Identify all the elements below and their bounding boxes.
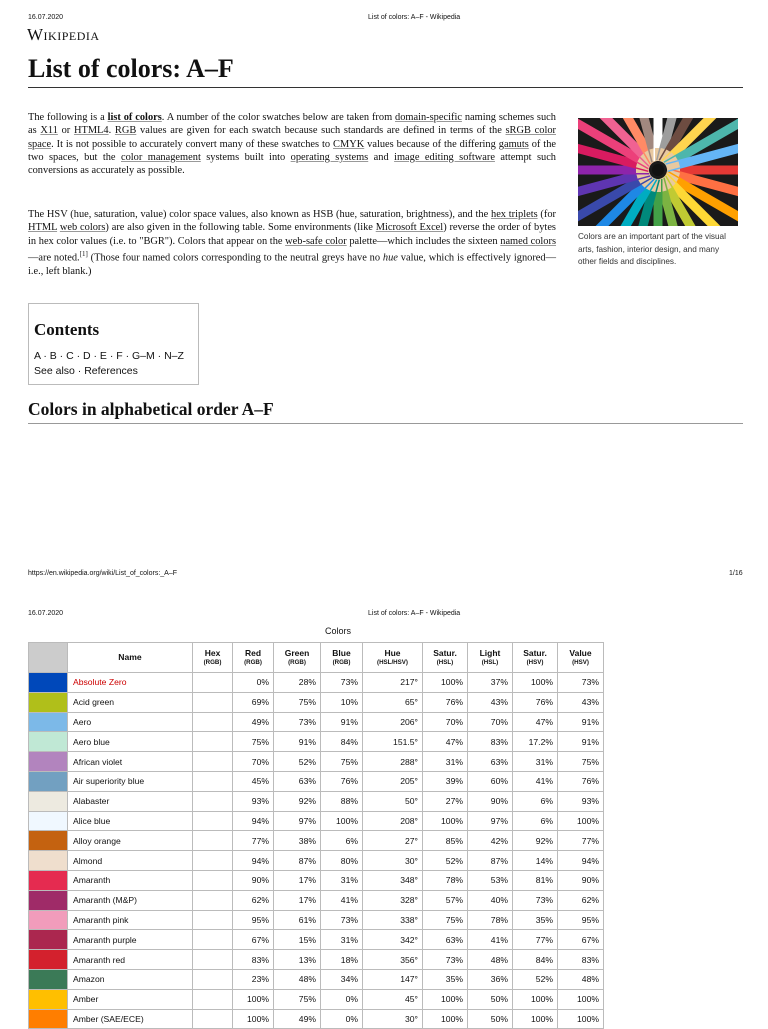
cell-green: 49% (274, 1009, 321, 1029)
toc-other-links[interactable]: See also · References (34, 365, 138, 377)
header-light: Light (HSL) (468, 643, 513, 673)
color-swatch (29, 692, 68, 712)
cell-sat-hsl: 39% (423, 771, 468, 791)
header-swatch (29, 643, 68, 673)
cell-light: 41% (468, 930, 513, 950)
colored-pencils-image[interactable] (578, 118, 738, 226)
cell-hue: 206° (363, 712, 423, 732)
cell-sat-hsv: 35% (513, 910, 558, 930)
cell-red: 93% (233, 791, 274, 811)
color-swatch (29, 950, 68, 970)
cell-light: 50% (468, 989, 513, 1009)
cell-sat-hsl: 100% (423, 673, 468, 693)
cell-hue: 30° (363, 851, 423, 871)
cell-hue: 356° (363, 950, 423, 970)
cell-sat-hsv: 41% (513, 771, 558, 791)
page2-print-date: 16.07.2020 (28, 610, 64, 617)
table-row (29, 811, 604, 831)
cell-value: 62% (558, 890, 604, 910)
color-name-cell (68, 831, 193, 851)
cell-light: 50% (468, 1009, 513, 1029)
cell-hue: 205° (363, 771, 423, 791)
cell-red: 94% (233, 851, 274, 871)
cell-red: 100% (233, 989, 274, 1009)
header-sat-hsv: Satur. (HSV) (513, 643, 558, 673)
color-swatch (29, 732, 68, 752)
color-name-link[interactable]: Alloy orange (73, 835, 121, 846)
cell-sat-hsl: 27% (423, 791, 468, 811)
cell-hue: 27° (363, 831, 423, 851)
cell-hex (193, 752, 233, 772)
article-link[interactable]: named colors (500, 235, 557, 247)
color-name-cell (68, 950, 193, 970)
toc-letters[interactable]: A · B · C · D · E · F · G–M · N–Z (34, 350, 184, 362)
hsv-paragraph: The HSV (hue, saturation, value) color space values, also known as HSB (hue, saturation, brightness), and the hex triplets (for HTML web colors) are also given in the following table. Some environments (like Microsoft Excel) reverse the order of bytes in hex color values (i.e. to "BGR"). Colors that appear on the web-safe color palette—which includes the sixteen named colors—are noted.[1] (Those four named colors corresponding to the neutral greys have no hue value, which is effectively ignored—i.e., left blank.) (28, 209, 557, 277)
cell-sat-hsv: 92% (513, 831, 558, 851)
cell-light: 90% (468, 791, 513, 811)
color-swatch (29, 771, 68, 791)
cell-hex (193, 890, 233, 910)
table-row (29, 732, 604, 752)
colored-pencils-illustration (578, 118, 738, 226)
cell-red: 94% (233, 811, 274, 831)
color-name-cell (68, 870, 193, 890)
section-rule (28, 423, 743, 424)
color-name-link[interactable]: African violet (73, 756, 123, 767)
cell-light: 36% (468, 969, 513, 989)
color-name-cell (68, 791, 193, 811)
cell-value: 100% (558, 989, 604, 1009)
color-name-cell (68, 890, 193, 910)
title-rule (28, 87, 743, 88)
header-value: Value (HSV) (558, 643, 604, 673)
cell-hex (193, 969, 233, 989)
cell-hex (193, 771, 233, 791)
cell-value: 76% (558, 771, 604, 791)
cell-hex (193, 831, 233, 851)
cell-blue: 6% (321, 831, 363, 851)
table-row (29, 890, 604, 910)
article-link[interactable]: hex triplets (491, 209, 538, 220)
cell-sat-hsv: 77% (513, 930, 558, 950)
page-title: List of colors: A–F (28, 54, 234, 83)
cell-blue: 34% (321, 969, 363, 989)
color-swatch (29, 989, 68, 1009)
cell-hue: 45° (363, 989, 423, 1009)
cell-hue: 50° (363, 791, 423, 811)
cell-blue: 73% (321, 673, 363, 693)
cell-value: 91% (558, 732, 604, 752)
cell-light: 87% (468, 851, 513, 871)
cell-sat-hsv: 76% (513, 692, 558, 712)
footer-url: https://en.wikipedia.org/wiki/List_of_colors:_A–F (28, 570, 178, 577)
color-name-cell (68, 811, 193, 831)
cell-blue: 80% (321, 851, 363, 871)
article-link[interactable]: domain-specific (395, 112, 462, 123)
cell-sat-hsv: 47% (513, 712, 558, 732)
cell-hex (193, 950, 233, 970)
table-row (29, 969, 604, 989)
cell-blue: 84% (321, 732, 363, 752)
color-name-link[interactable]: Aero (73, 716, 92, 727)
cell-red: 69% (233, 692, 274, 712)
article-link[interactable]: sRGB color space (28, 125, 556, 150)
cell-red: 45% (233, 771, 274, 791)
color-name-link[interactable]: Amaranth red (73, 954, 126, 965)
article-link[interactable]: X11 (40, 125, 58, 137)
cell-sat-hsv: 14% (513, 851, 558, 871)
cell-blue: 10% (321, 692, 363, 712)
article-link[interactable]: list of colors (107, 112, 162, 123)
cell-sat-hsl: 52% (423, 851, 468, 871)
article-link[interactable]: image editing software (394, 151, 495, 163)
color-swatch (29, 712, 68, 732)
cell-sat-hsl: 73% (423, 950, 468, 970)
color-swatch (29, 930, 68, 950)
article-link[interactable]: RGB (114, 125, 137, 137)
page2-print-title: List of colors: A–F - Wikipedia (368, 610, 461, 617)
cell-red: 95% (233, 910, 274, 930)
header-red: Red (RGB) (233, 643, 274, 673)
color-name-link[interactable]: Amaranth pink (73, 914, 129, 925)
print-page-title: List of colors: A–F - Wikipedia (368, 14, 461, 21)
header-sat-hsl: Satur. (HSL) (423, 643, 468, 673)
cell-value: 91% (558, 712, 604, 732)
color-name-link[interactable]: Acid green (73, 697, 115, 708)
color-name-cell (68, 930, 193, 950)
cell-sat-hsl: 100% (423, 989, 468, 1009)
cell-hex (193, 673, 233, 693)
color-swatch (29, 910, 68, 930)
cell-green: 73% (274, 712, 321, 732)
cell-green: 13% (274, 950, 321, 970)
table-of-contents (28, 303, 199, 385)
cell-hex (193, 811, 233, 831)
color-name-link[interactable]: Absolute Zero (73, 677, 127, 688)
color-name-cell (68, 969, 193, 989)
cell-value: 93% (558, 791, 604, 811)
cell-sat-hsl: 85% (423, 831, 468, 851)
cell-hex (193, 870, 233, 890)
color-name-link[interactable]: Air superiority blue (73, 776, 145, 787)
table-row (29, 831, 604, 851)
color-name-link[interactable]: Alice blue (73, 815, 111, 826)
cell-sat-hsv: 100% (513, 673, 558, 693)
cell-green: 15% (274, 930, 321, 950)
cell-sat-hsl: 31% (423, 752, 468, 772)
cell-sat-hsv: 6% (513, 791, 558, 811)
table-row (29, 791, 604, 811)
cell-sat-hsl: 100% (423, 811, 468, 831)
cell-green: 52% (274, 752, 321, 772)
color-swatch (29, 969, 68, 989)
cell-hue: 217° (363, 673, 423, 693)
table-row (29, 851, 604, 871)
color-swatch (29, 851, 68, 871)
cell-sat-hsv: 6% (513, 811, 558, 831)
cell-hex (193, 712, 233, 732)
table-row (29, 712, 604, 732)
cell-hex (193, 1009, 233, 1029)
cell-green: 97% (274, 811, 321, 831)
color-name-link[interactable]: Amaranth purple (73, 934, 137, 945)
table-row (29, 870, 604, 890)
cell-value: 83% (558, 950, 604, 970)
cell-red: 49% (233, 712, 274, 732)
cell-blue: 100% (321, 811, 363, 831)
cell-green: 92% (274, 791, 321, 811)
cell-red: 77% (233, 831, 274, 851)
article-link[interactable]: web colors (59, 222, 106, 234)
article-link[interactable]: gamuts (498, 138, 529, 150)
image-caption: Colors are an important part of the visual arts, fashion, interior design, and many other fields and disciplines. (578, 232, 726, 267)
cell-red: 70% (233, 752, 274, 772)
cell-sat-hsl: 47% (423, 732, 468, 752)
color-name-cell (68, 989, 193, 1009)
article-link[interactable]: Microsoft Excel (375, 222, 444, 234)
cell-green: 48% (274, 969, 321, 989)
table-row (29, 771, 604, 791)
cell-sat-hsl: 76% (423, 692, 468, 712)
pencil-tip (667, 164, 680, 167)
cell-green: 61% (274, 910, 321, 930)
header-hex: Hex (RGB) (193, 643, 233, 673)
cell-light: 78% (468, 910, 513, 930)
cell-value: 100% (558, 1009, 604, 1029)
toc-title: Contents (34, 320, 100, 339)
header-green: Green (RGB) (274, 643, 321, 673)
cell-sat-hsl: 78% (423, 870, 468, 890)
cell-hex (193, 692, 233, 712)
color-name-link[interactable]: Amazon (73, 974, 105, 985)
color-name-link[interactable]: Amaranth (73, 875, 111, 886)
color-name-cell (68, 910, 193, 930)
color-swatch (29, 811, 68, 831)
cell-hue: 65° (363, 692, 423, 712)
cell-light: 40% (468, 890, 513, 910)
cell-red: 62% (233, 890, 274, 910)
cell-light: 53% (468, 870, 513, 890)
cell-hex (193, 910, 233, 930)
color-name-cell (68, 771, 193, 791)
cell-light: 60% (468, 771, 513, 791)
cell-sat-hsv: 84% (513, 950, 558, 970)
cell-red: 23% (233, 969, 274, 989)
color-name-link[interactable]: Amber (SAE/ECE) (73, 1013, 144, 1024)
cell-sat-hsl: 35% (423, 969, 468, 989)
cell-green: 91% (274, 732, 321, 752)
cell-value: 43% (558, 692, 604, 712)
color-swatch (29, 791, 68, 811)
cell-blue: 76% (321, 771, 363, 791)
color-swatch (29, 831, 68, 851)
color-name-cell (68, 712, 193, 732)
cell-hue: 328° (363, 890, 423, 910)
cell-sat-hsl: 70% (423, 712, 468, 732)
table-row (29, 752, 604, 772)
color-name-link[interactable]: Amaranth (M&P) (73, 895, 137, 906)
cell-value: 95% (558, 910, 604, 930)
cell-hue: 147° (363, 969, 423, 989)
cell-blue: 0% (321, 989, 363, 1009)
cell-hex (193, 989, 233, 1009)
cell-value: 100% (558, 811, 604, 831)
cell-value: 75% (558, 752, 604, 772)
article-link[interactable]: CMYK (333, 138, 365, 150)
table-caption: Colors (325, 626, 352, 636)
color-swatch (29, 890, 68, 910)
cell-hue: 348° (363, 870, 423, 890)
table-row (29, 1009, 604, 1029)
color-name-link[interactable]: Aero blue (73, 736, 110, 747)
cell-sat-hsv: 81% (513, 870, 558, 890)
cell-sat-hsl: 57% (423, 890, 468, 910)
table-row (29, 692, 604, 712)
cell-light: 43% (468, 692, 513, 712)
cell-red: 75% (233, 732, 274, 752)
table-row (29, 673, 604, 693)
cell-value: 73% (558, 673, 604, 693)
cell-blue: 31% (321, 870, 363, 890)
cell-sat-hsv: 73% (513, 890, 558, 910)
wikipedia-logo[interactable]: Wikipedia (27, 25, 100, 44)
cell-red: 90% (233, 870, 274, 890)
header-name: Name (68, 643, 193, 673)
cell-value: 67% (558, 930, 604, 950)
table-row (29, 930, 604, 950)
color-name-link[interactable]: Amber (73, 994, 99, 1005)
color-name-cell (68, 752, 193, 772)
header-blue: Blue (RGB) (321, 643, 363, 673)
cell-hue: 342° (363, 930, 423, 950)
cell-light: 37% (468, 673, 513, 693)
article-link[interactable]: web-safe color (285, 235, 347, 247)
cell-blue: 91% (321, 712, 363, 732)
cell-light: 63% (468, 752, 513, 772)
cell-light: 97% (468, 811, 513, 831)
cell-green: 87% (274, 851, 321, 871)
cell-value: 94% (558, 851, 604, 871)
cell-red: 0% (233, 673, 274, 693)
cell-red: 100% (233, 1009, 274, 1029)
cell-light: 70% (468, 712, 513, 732)
color-swatch (29, 870, 68, 890)
cell-green: 75% (274, 989, 321, 1009)
cell-sat-hsv: 100% (513, 1009, 558, 1029)
color-swatch (29, 1009, 68, 1029)
article-link[interactable]: color management (120, 151, 201, 163)
print-date: 16.07.2020 (28, 14, 64, 21)
cell-green: 17% (274, 870, 321, 890)
cell-blue: 0% (321, 1009, 363, 1029)
color-name-cell (68, 1009, 193, 1029)
cell-green: 63% (274, 771, 321, 791)
cell-red: 83% (233, 950, 274, 970)
section-heading: Colors in alphabetical order A–F (28, 399, 274, 419)
table-row (29, 950, 604, 970)
cell-hex (193, 851, 233, 871)
cell-sat-hsv: 52% (513, 969, 558, 989)
cell-hue: 151.5° (363, 732, 423, 752)
cell-light: 83% (468, 732, 513, 752)
cell-hue: 338° (363, 910, 423, 930)
cell-green: 28% (274, 673, 321, 693)
cell-hex (193, 930, 233, 950)
table-row (29, 910, 604, 930)
table-row (29, 989, 604, 1009)
cell-sat-hsv: 31% (513, 752, 558, 772)
cell-sat-hsl: 63% (423, 930, 468, 950)
cell-hue: 208° (363, 811, 423, 831)
cell-blue: 41% (321, 890, 363, 910)
color-name-link[interactable]: Alabaster (73, 796, 110, 807)
intro-paragraph: The following is a list of colors. A number of the color swatches below are taken from domain-specific naming schemes such as X11 or HTML4. RGB values are given for each swatch because such standards are defined in terms of the sRGB color space. It is not possible to accurately convert many of these swatches to CMYK values because of the differing gamuts of the two spaces, but the color management systems built into operating systems and image editing software attempt such conversions as accurately as possible. (28, 112, 557, 177)
cell-light: 48% (468, 950, 513, 970)
cell-green: 75% (274, 692, 321, 712)
cell-blue: 75% (321, 752, 363, 772)
cell-hex (193, 732, 233, 752)
cell-blue: 18% (321, 950, 363, 970)
footer-page-number: 1/16 (729, 570, 743, 577)
cell-sat-hsv: 17.2% (513, 732, 558, 752)
colors-table (28, 642, 604, 1029)
cell-blue: 73% (321, 910, 363, 930)
cell-sat-hsl: 100% (423, 1009, 468, 1029)
cell-sat-hsv: 100% (513, 989, 558, 1009)
cell-hue: 30° (363, 1009, 423, 1029)
cell-blue: 88% (321, 791, 363, 811)
color-name-cell (68, 692, 193, 712)
cell-value: 48% (558, 969, 604, 989)
cell-green: 17% (274, 890, 321, 910)
color-swatch (29, 673, 68, 693)
cell-value: 77% (558, 831, 604, 851)
article-link[interactable]: operating systems (290, 151, 369, 163)
cell-sat-hsl: 75% (423, 910, 468, 930)
cell-value: 90% (558, 870, 604, 890)
cell-hex (193, 791, 233, 811)
table-header-row (29, 643, 604, 673)
article-link[interactable]: HTML (28, 222, 58, 234)
cell-green: 38% (274, 831, 321, 851)
article-link[interactable]: HTML4 (73, 125, 109, 137)
cell-red: 67% (233, 930, 274, 950)
color-name-link[interactable]: Almond (73, 855, 103, 866)
header-hue: Hue (HSL/HSV) (363, 643, 423, 673)
cell-light: 42% (468, 831, 513, 851)
color-name-cell (68, 732, 193, 752)
cell-hue: 288° (363, 752, 423, 772)
color-name-cell (68, 851, 193, 871)
color-swatch (29, 752, 68, 772)
color-name-cell (68, 673, 193, 693)
cell-blue: 31% (321, 930, 363, 950)
